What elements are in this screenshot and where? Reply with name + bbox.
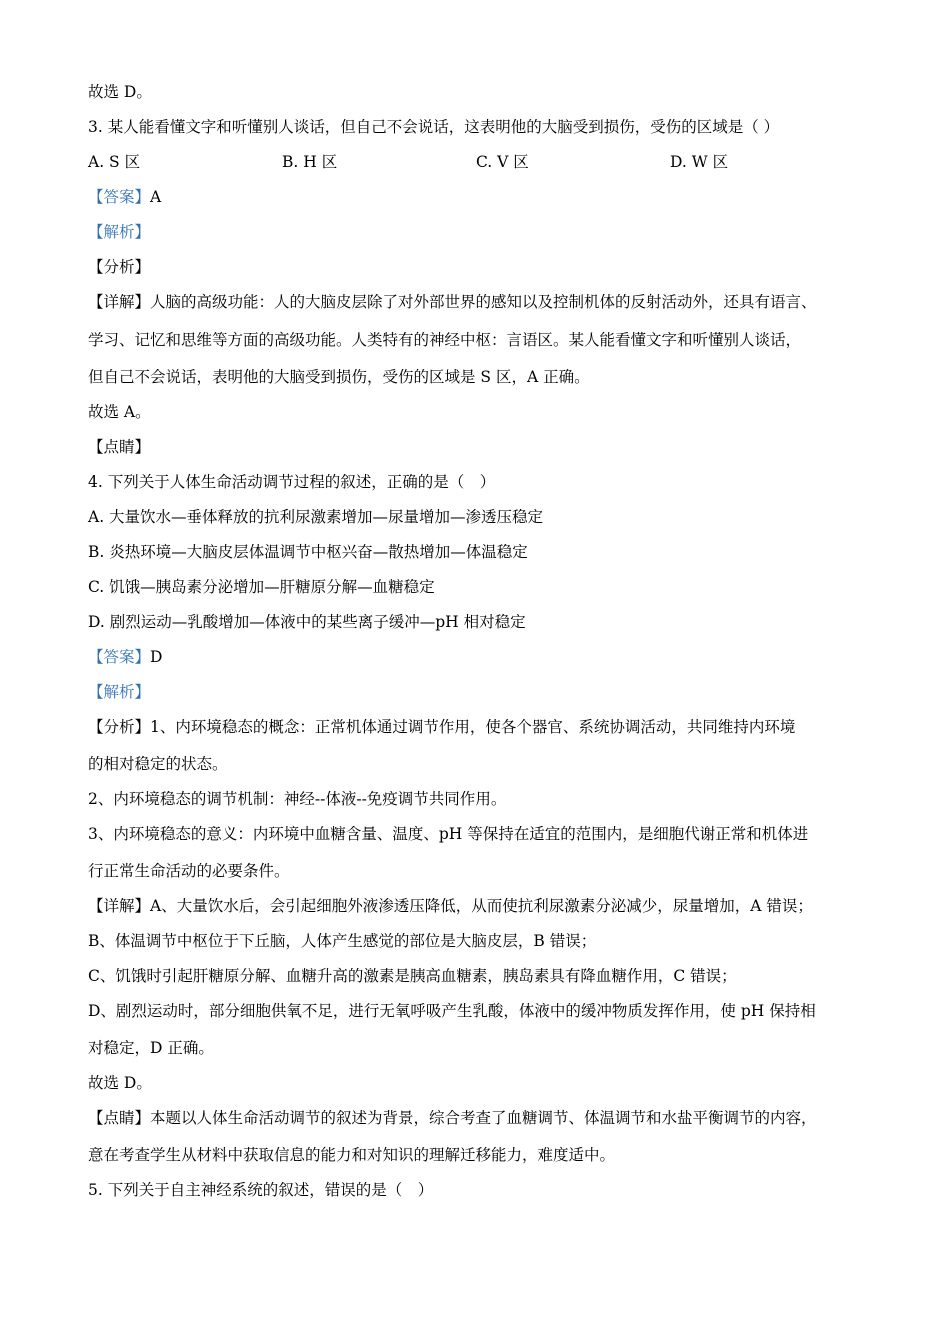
fenxi-line: 行正常生命活动的必要条件。 — [88, 862, 290, 880]
answer-line — [88, 647, 878, 667]
dianjing-tag: 【点睛】 — [88, 438, 151, 456]
fenxi-line: 2、内环境稳态的调节机制：神经--体液--免疫调节共同作用。 — [88, 790, 507, 808]
fenxi-line: 3、内环境稳态的意义：内环境中血糖含量、温度、pH 等保持在适宜的范围内，是细胞代谢正常和机体进 — [88, 825, 809, 843]
detail-line: B、体温调节中枢位于下丘脑，人体产生感觉的部位是大脑皮层，B 错误； — [88, 932, 597, 950]
fenxi-line: 的相对稳定的状态。 — [88, 755, 228, 773]
answer-tag: 【答案】 — [88, 188, 151, 206]
option-c: C. V 区 — [476, 153, 529, 171]
option-c: C. 饥饿—胰岛素分泌增加—肝糖原分解—血糖稳定 — [88, 578, 435, 596]
question-4: 4. 下列关于人体生命活动调节过程的叙述，正确的是（ ） — [88, 473, 496, 491]
fenxi-tag: 【分析】 — [88, 258, 151, 276]
option-a: A. S 区 — [88, 153, 141, 171]
question-5: 5. 下列关于自主神经系统的叙述，错误的是（ ） — [88, 1181, 434, 1199]
analysis-tag: 【解析】 — [88, 683, 151, 701]
question-3: 3. 某人能看懂文字和听懂别人谈话，但自己不会说话，这表明他的大脑受到损伤，受伤的区域是（ ） — [88, 118, 780, 136]
fenxi-line: 【分析】1、内环境稳态的概念：正常机体通过调节作用，使各个器官、系统协调活动，共同维持内环境 — [88, 718, 796, 736]
option-d: D. 剧烈运动—乳酸增加—体液中的某些离子缓冲—pH 相对稳定 — [88, 613, 526, 631]
answer-tag: 【答案】 — [88, 648, 151, 666]
dianjing-line: 意在考查学生从材料中获取信息的能力和对知识的理解迁移能力，难度适中。 — [88, 1146, 616, 1164]
text-line: 故选 D。 — [88, 1074, 152, 1092]
analysis-tag: 【解析】 — [88, 223, 151, 241]
detail-line: D、剧烈运动时，部分细胞供氧不足，进行无氧呼吸产生乳酸，体液中的缓冲物质发挥作用，使 pH 保持相 — [88, 1002, 816, 1020]
answer-line — [88, 187, 878, 207]
answer-value: D — [150, 648, 163, 666]
dianjing-line: 【点睛】本题以人体生命活动调节的叙述为背景，综合考查了血糖调节、体温调节和水盐平衡调节的内容， — [88, 1109, 817, 1127]
detail-line: 学习、记忆和思维等方面的高级功能。人类特有的神经中枢：言语区。某人能看懂文字和听懂别人谈话， — [88, 331, 802, 349]
text-line: 故选 A。 — [88, 403, 151, 421]
detail-line: 但自己不会说话，表明他的大脑受到损伤，受伤的区域是 S 区，A 正确。 — [88, 368, 590, 386]
detail-line: 【详解】A、大量饮水后，会引起细胞外液渗透压降低，从而使抗利尿激素分泌减少，尿量增加，A 错误； — [88, 897, 813, 915]
text-line: 故选 D。 — [88, 83, 152, 101]
answer-value: A — [150, 188, 162, 206]
option-b: B. 炎热环境—大脑皮层体温调节中枢兴奋—散热增加—体温稳定 — [88, 543, 528, 561]
detail-line: 对稳定，D 正确。 — [88, 1039, 214, 1057]
option-b: B. H 区 — [282, 153, 338, 171]
option-d: D. W 区 — [670, 153, 729, 171]
option-a: A. 大量饮水—垂体释放的抗利尿激素增加—尿量增加—渗透压稳定 — [88, 508, 544, 526]
detail-line: 【详解】人脑的高级功能：人的大脑皮层除了对外部世界的感知以及控制机体的反射活动外，还具有语言、 — [88, 293, 817, 311]
detail-line: C、饥饿时引起肝糖原分解、血糖升高的激素是胰高血糖素，胰岛素具有降血糖作用，C 错误； — [88, 967, 737, 985]
